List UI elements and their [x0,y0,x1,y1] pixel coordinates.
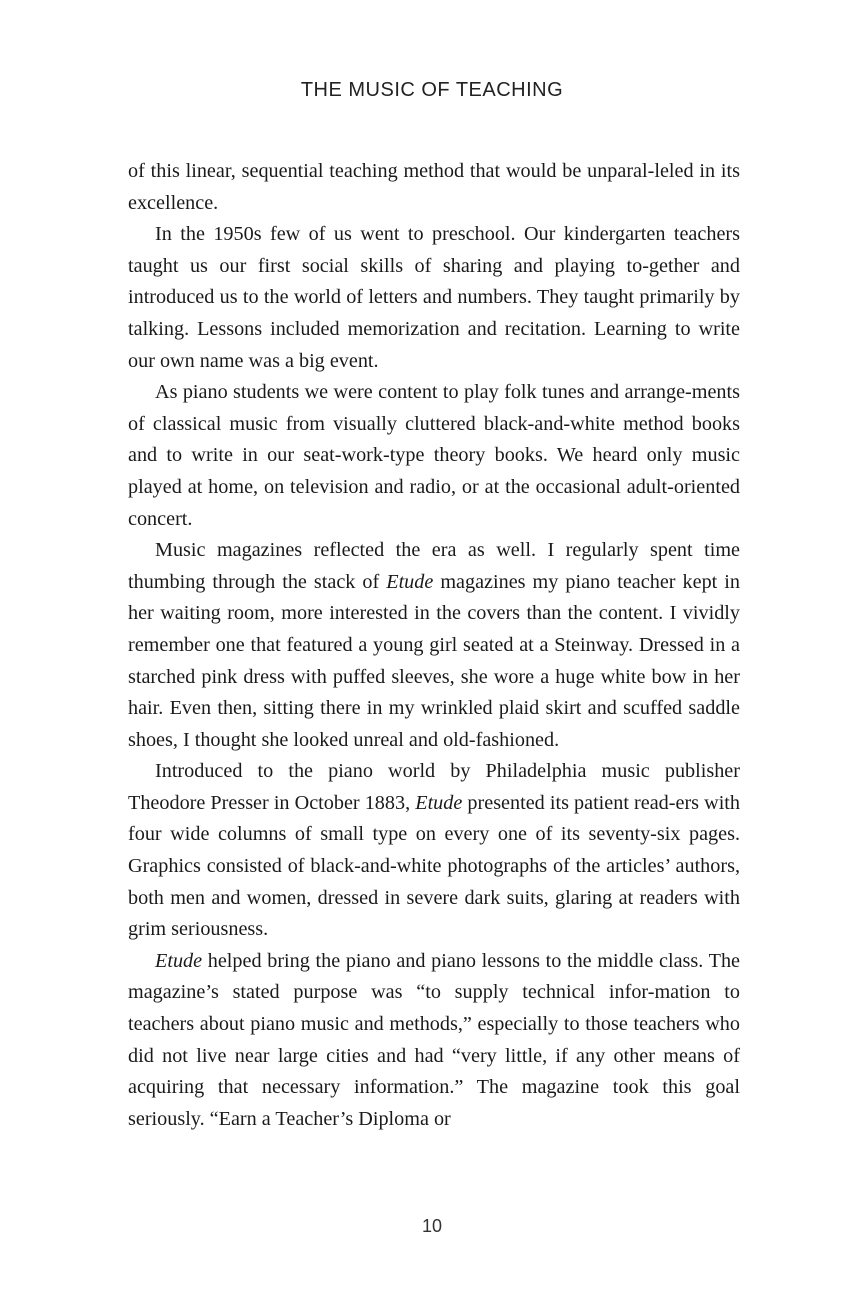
text-run: Introduced to the piano world by Philadelphia music publisher Theodore Presser in October 1883, [128,760,740,814]
paragraph-3 [128,377,740,535]
text-run: As piano students we were content to play folk tunes and arrange-ments of classical music from visually cluttered black-and-white method books and to write in our seat-work-type theory books. We heard only music played at home, on television and radio, or at the occasional adult-oriented concert. [128,381,740,530]
body-text [128,156,740,1135]
italic-title: Etude [155,949,203,972]
text-run: of this linear, sequential teaching method that would be unparal-leled in its excellence. [128,160,740,214]
paragraph-1 [128,156,740,219]
paragraph-5 [128,756,740,946]
page-number: 10 [421,1216,443,1236]
text-run: magazines my piano teacher kept in her waiting room, more interested in the covers than the content. I vividly remember one that featured a young girl seated at a Steinway. Dressed in a starched pink dress with puffed sleeves, she wore a huge white bow in her hair. Even then, sitting there in my wrinkled plaid skirt and scuffed saddle shoes, I thought she looked unreal and old-fashioned. [128,570,740,751]
paragraph-2 [128,219,740,377]
paragraph-4 [128,535,740,756]
italic-title: Etude [415,791,463,814]
text-run: Music magazines reflected the era as well. I regularly spent time thumbing through the stack of [128,539,740,593]
text-run: helped bring the piano and piano lessons to the middle class. The magazine’s stated purpose was “to supply technical infor-mation to teachers about piano music and methods,” especially to those teachers who did not live near large cities and had “very little, if any other means of acquiring that necessary information.” The magazine took this goal seriously. “Earn a Teacher’s Diploma or [128,949,740,1130]
text-run: presented its patient read-ers with four wide columns of small type on every one of its seventy-six pages. Graphics consisted of black-and-white photographs of the articles’ authors, both men and women, dressed in severe dark suits, glaring at readers with grim seriousness. [128,791,741,941]
italic-title: Etude [386,570,434,593]
paragraph-6 [128,946,740,1136]
running-head: THE MUSIC OF TEACHING [300,79,564,101]
text-run: In the 1950s few of us went to preschool. Our kindergarten teachers taught us our first social skills of sharing and playing to-gether and introduced us to the world of letters and numbers. They taught primarily by talking. Lessons included memorization and recitation. Learning to write our own name was a big event. [128,223,740,372]
